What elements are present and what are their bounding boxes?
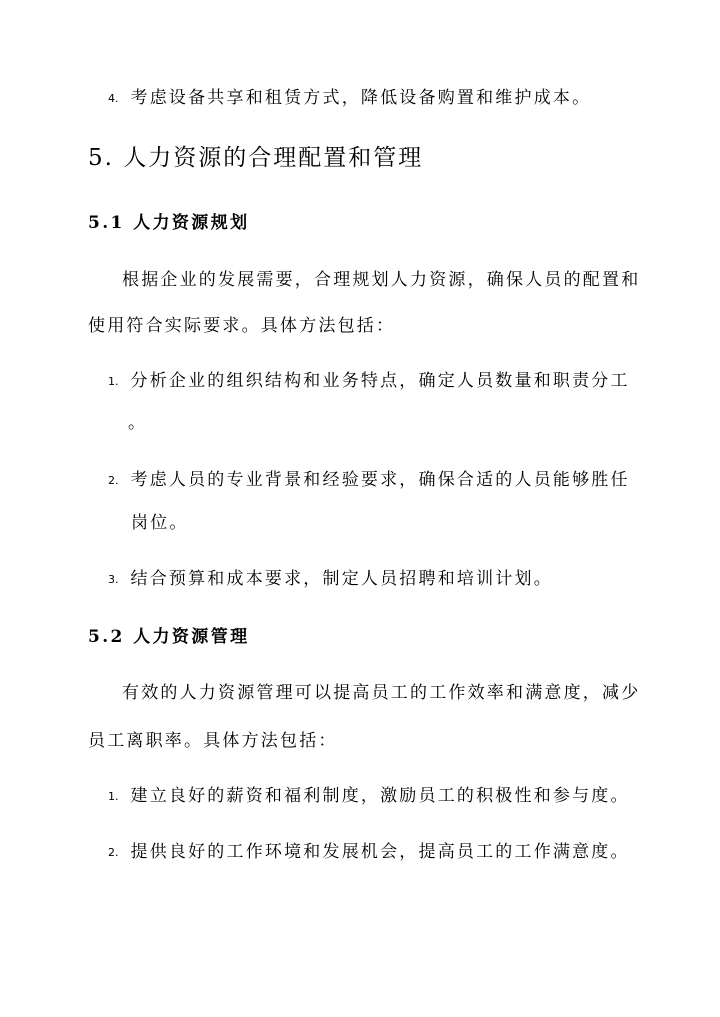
paragraph-line: 根据企业的发展需要，合理规划人力资源，确保人员的配置和 [122,270,641,290]
paragraph-line: 员工离职率。具体方法包括： [88,731,338,751]
list-number: 1. [108,789,119,803]
list-number: 4. [108,91,119,105]
list-item-text: 分析企业的组织结构和业务特点，确定人员数量和职责分工 [130,371,630,391]
list-item-text: 建立良好的薪资和福利制度，激励员工的积极性和参与度。 [130,786,630,806]
list-item [108,472,630,489]
list-item-continuation: 岗位。 [131,513,189,533]
paragraph-line: 使用符合实际要求。具体方法包括： [88,316,396,336]
list-item-text: 提供良好的工作环境和发展机会，提高员工的工作满意度。 [130,842,630,862]
list-number: 2. [108,845,119,859]
list-number: 3. [108,572,119,586]
list-item [108,844,630,861]
list-item-continuation: 。 [128,413,148,433]
subsection-heading: 5.2 人力资源管理 [88,627,250,647]
list-item [108,90,591,107]
subsection-heading: 5.1 人力资源规划 [88,213,250,233]
paragraph-line: 有效的人力资源管理可以提高员工的工作效率和满意度，减少 [122,683,641,703]
list-item [108,373,630,390]
list-item-text: 结合预算和成本要求，制定人员招聘和培训计划。 [130,569,553,589]
list-item-text: 考虑设备共享和租赁方式，降低设备购置和维护成本。 [130,88,592,108]
list-item [108,571,553,588]
list-number: 1. [108,374,119,388]
list-item-text: 考虑人员的专业背景和经验要求，确保合适的人员能够胜任 [130,470,630,490]
list-item [108,788,630,805]
section-heading: 5. 人力资源的合理配置和管理 [88,145,424,171]
list-number: 2. [108,473,119,487]
